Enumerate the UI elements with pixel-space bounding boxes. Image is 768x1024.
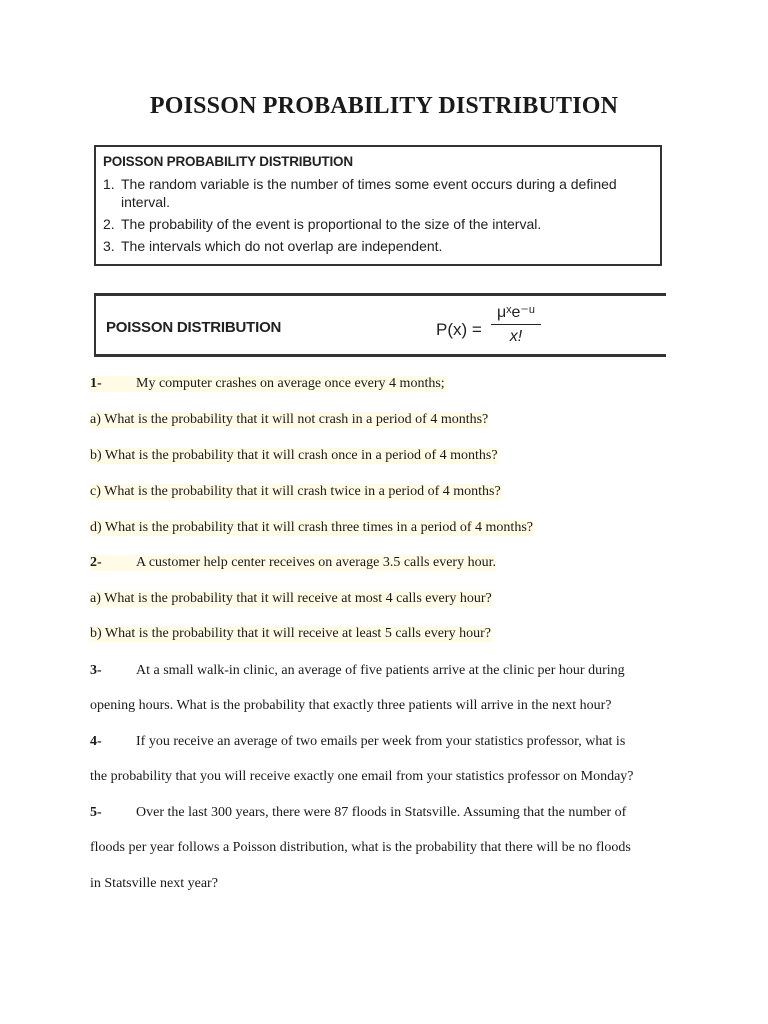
question-2 — [90, 555, 496, 571]
question-number: 3- — [90, 663, 102, 678]
definition-list — [103, 175, 651, 259]
poisson-formula — [436, 302, 576, 352]
question-text: Over the last 300 years, there were 87 floods in Statsville. Assuming that the number of — [136, 805, 627, 820]
question-1c: c) What is the probability that it will crash twice in a period of 4 months? — [90, 484, 501, 499]
formula-fraction — [491, 302, 541, 346]
definition-item — [103, 215, 651, 233]
question-number: 1- — [90, 376, 102, 391]
question-1b: b) What is the probability that it will crash once in a period of 4 months? — [90, 448, 498, 463]
definition-item — [103, 237, 651, 255]
question-text: A customer help center receives on average 3.5 calls every hour. — [136, 555, 496, 570]
question-2b: b) What is the probability that it will receive at least 5 calls every hour? — [90, 626, 491, 641]
definition-item-text: The probability of the event is proportional to the size of the interval. — [121, 216, 542, 232]
definition-item-number: 3. — [103, 238, 115, 254]
definition-heading: POISSON PROBABILITY DISTRIBUTION — [103, 154, 353, 169]
question-2a: a) What is the probability that it will receive at most 4 calls every hour? — [90, 591, 492, 606]
question-text: If you receive an average of two emails per week from your statistics professor, what is — [136, 734, 626, 749]
definition-item-text: The intervals which do not overlap are independent. — [121, 238, 443, 254]
definition-item — [103, 175, 651, 211]
page-title: POISSON PROBABILITY DISTRIBUTION — [149, 93, 619, 119]
question-5-line-3: in Statsville next year? — [90, 876, 218, 891]
question-text: My computer crashes on average once every 4 months; — [136, 376, 445, 391]
formula-heading: POISSON DISTRIBUTION — [106, 319, 282, 336]
formula-box — [94, 293, 666, 357]
question-4 — [90, 734, 625, 750]
question-text: At a small walk-in clinic, an average of five patients arrive at the clinic per hour during — [136, 663, 625, 678]
definition-item-number: 1. — [103, 176, 115, 192]
question-5-line-2: floods per year follows a Poisson distribution, what is the probability that there will be no floods — [90, 840, 631, 855]
formula-lhs: P(x) = — [436, 320, 482, 339]
question-number: 4- — [90, 734, 102, 749]
definition-item-number: 2. — [103, 216, 115, 232]
question-3 — [90, 663, 625, 679]
question-1a: a) What is the probability that it will not crash in a period of 4 months? — [90, 412, 489, 427]
question-number: 2- — [90, 555, 102, 570]
question-4-line-2: the probability that you will receive exactly one email from your statistics professor on Monday? — [90, 769, 634, 784]
question-number: 5- — [90, 805, 102, 820]
definition-box — [94, 145, 662, 266]
question-1 — [90, 376, 445, 392]
question-3-line-2: opening hours. What is the probability that exactly three patients will arrive in the next hour? — [90, 698, 612, 713]
question-1d: d) What is the probability that it will crash three times in a period of 4 months? — [90, 520, 533, 535]
formula-numerator: μˣe⁻ᵘ — [491, 302, 541, 325]
definition-item-text: The random variable is the number of times some event occurs during a defined interval. — [121, 176, 617, 210]
formula-denominator: x! — [509, 328, 523, 345]
question-5 — [90, 805, 626, 821]
